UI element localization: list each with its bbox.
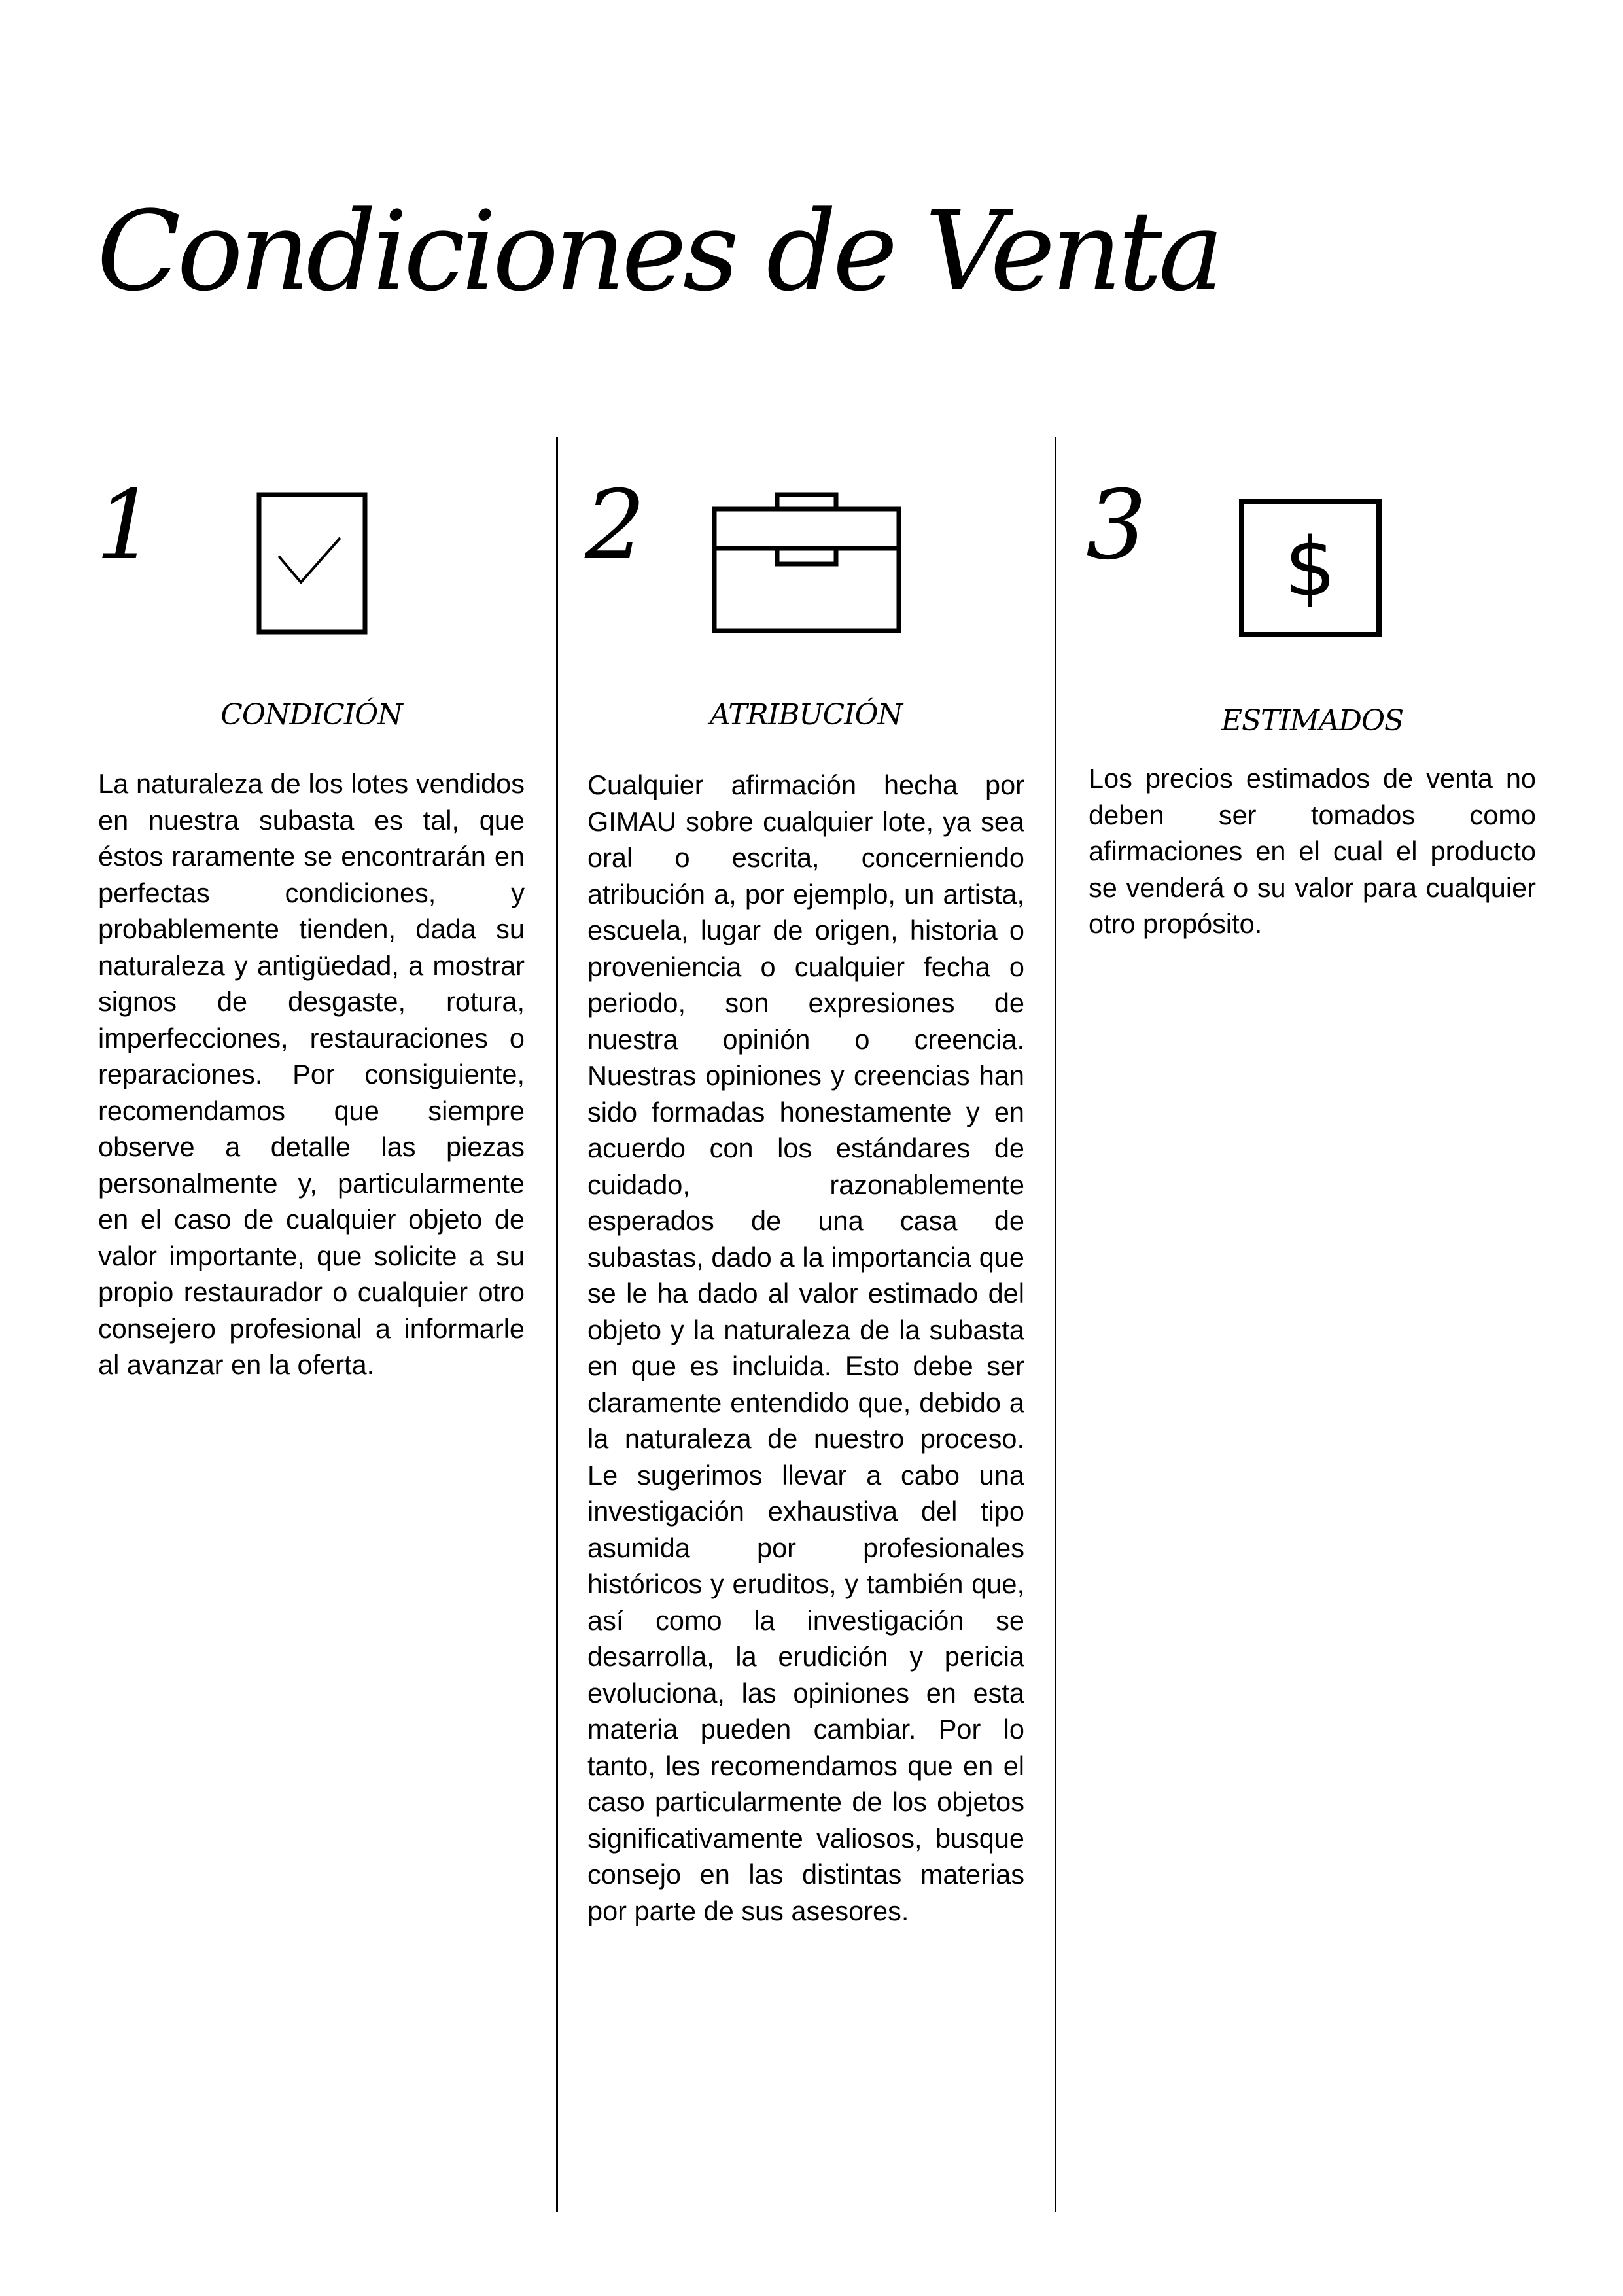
section-body: Los precios estimados de venta no deben ser tomados como afirmaciones en el cual el producto se venderá o su valor para cualquier otro propósito. (1089, 763, 1536, 939)
section-heading: ESTIMADOS (1221, 704, 1404, 737)
section-heading: CONDICIÓN (220, 698, 402, 732)
section-body: Cualquier afirmación hecha por GIMAU sobre cualquier lote, ya sea oral o escrita, concerniendo atribución a, por ejemplo, un artista, escuela, lugar de origen, historia o proveniencia o cualquier fecha o periodo, son expresiones de nuestra opinión o creencia. Nuestras opiniones y creencias han sido formadas honestamente y en acuerdo con los estándares de cuidado, razonablemente esperados de una casa de subastas, dado a la importancia que se le ha dado al valor estimado del objeto y la naturaleza de la subasta en que es incluida. Esto debe ser claramente entendido que, debido a la naturaleza de nuestro proceso. Le sugerimos llevar a cabo una investigación exhaustiva del tipo asumida por profesionales históricos y eruditos, y también que, así como la investigación se desarrolla, la erudición y pericia evoluciona, las opiniones en esta materia pueden cambiar. Por lo tanto, les recomendamos que en el caso particularmente de los objetos significativamente valiosos, busque consejo en las distintas materias por parte de sus asesores. (587, 769, 1024, 1926)
section-heading: ATRIBUCIÓN (709, 698, 903, 732)
checkbox-check-icon (256, 492, 368, 638)
section-number: 2 (585, 470, 646, 581)
section-body: La naturaleza de los lotes vendidos en nuestra subasta es tal, que éstos raramente se encontrarán en perfectas condiciones, y probablemente tienden, dada su naturaleza y antigüedad, a mostrar signos de desgaste, rotura, imperfecciones, restauraciones o reparaciones. Por consiguiente, recomendamos que siempre observe a detalle las piezas personalmente y, particularmente en el caso de cualquier objeto de valor importante, que solicite a su propio restaurador o cualquier otro consejero profesional a informarle al avanzar en la oferta. (98, 768, 525, 1380)
dollar-sign-icon (1239, 499, 1382, 641)
column-estimados (1086, 437, 1536, 2212)
page-title: Condiciones de Venta (97, 187, 1220, 315)
column-atribucion (587, 437, 1024, 2212)
dollar-glyph: $ (1284, 521, 1336, 615)
briefcase-icon (712, 492, 901, 637)
section-number: 1 (96, 470, 156, 581)
column-divider-left (556, 437, 558, 2212)
column-condicion (98, 437, 525, 2212)
column-divider-right (1055, 437, 1056, 2212)
section-number: 3 (1086, 470, 1147, 581)
